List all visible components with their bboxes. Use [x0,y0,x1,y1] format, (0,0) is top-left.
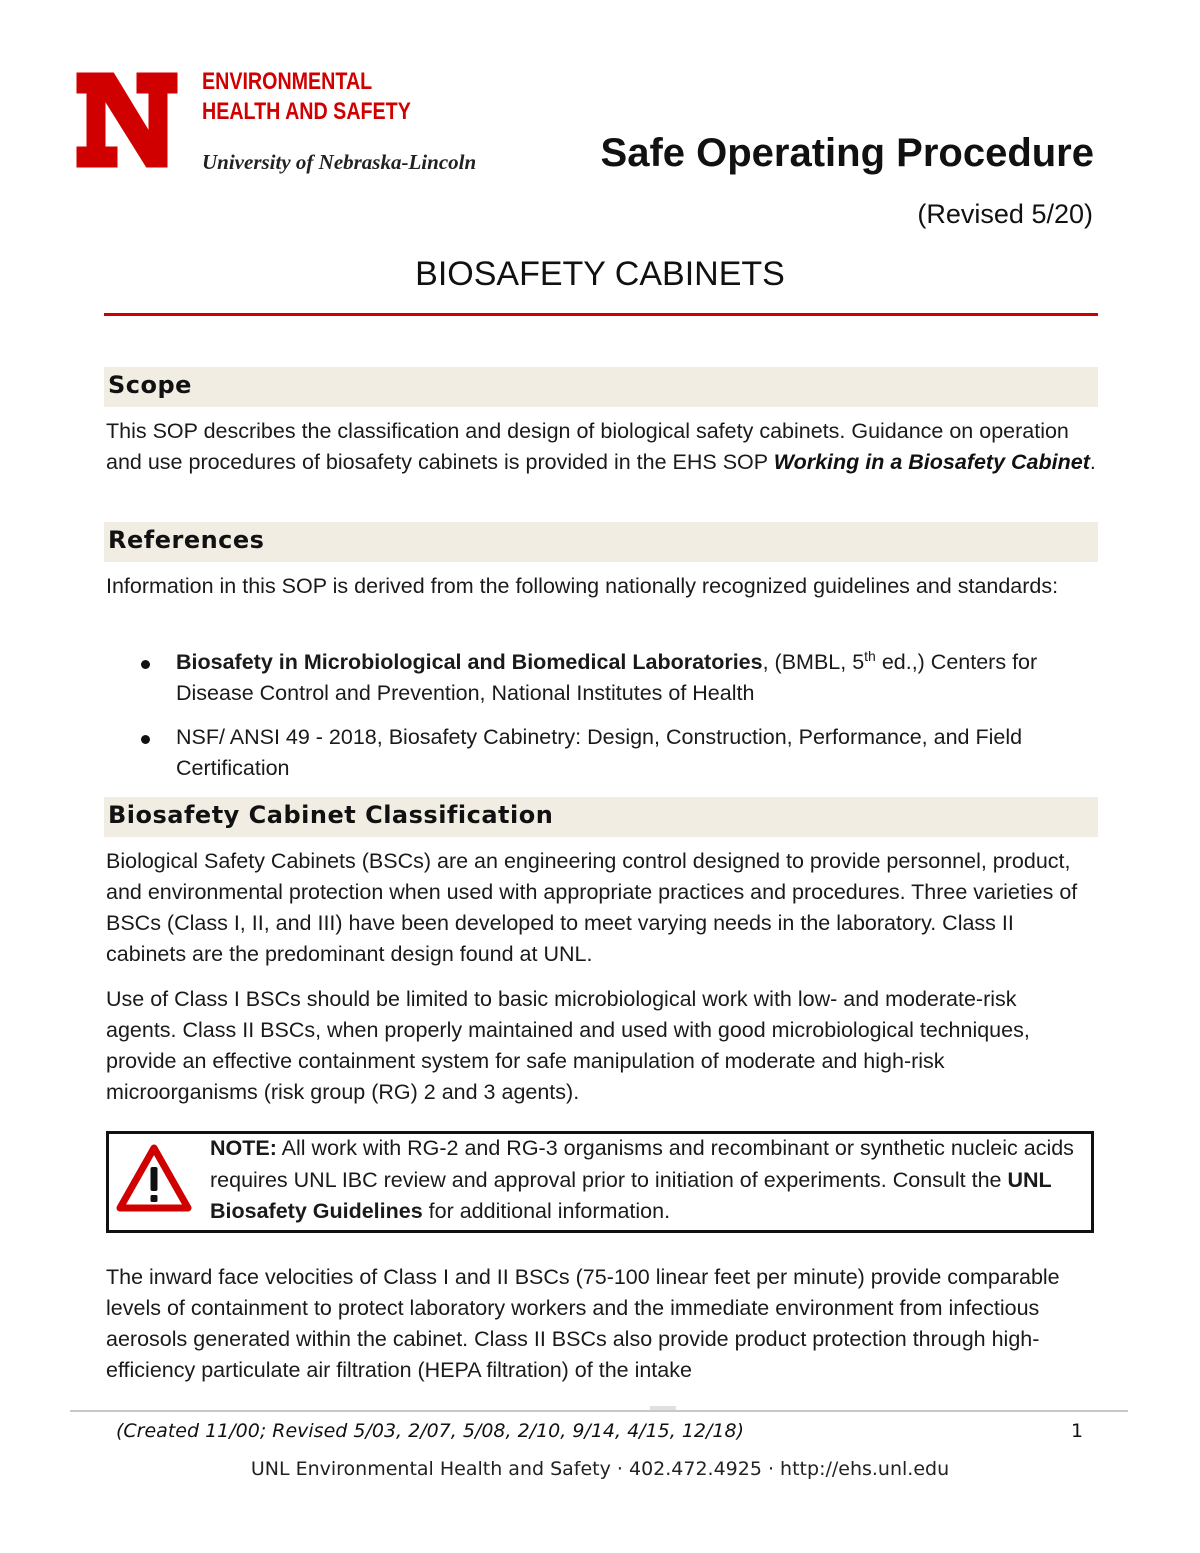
classification-paragraph-2: Use of Class I BSCs should be limited to basic microbiological work with low- and moderate-risk agents. Class II BSCs, when properly maintained and used with good microbiological techniques, provide an effective containment system for safe manipulation of moderate and high-risk microorganisms (risk group (RG) 2 and 3 agents). [106,987,1030,1104]
reference-item-nsf: NSF/ ANSI 49 - 2018, Biosafety Cabinetry: Design, Construction, Performance, and Field Certification [176,725,1023,780]
reference-item-bmbl: Biosafety in Microbiological and Biomedical Laboratories, (BMBL, 5th ed.,) Centers for Disease Control and Prevention, National Institutes of Health [176,647,1038,705]
page-break-marker [650,1406,676,1410]
section-bar-scope [104,367,1098,407]
note-label: NOTE: [210,1136,277,1160]
references-intro: Information in this SOP is derived from the following nationally recognized guidelines and standards: [106,574,1059,598]
logo-university: University of Nebraska-Lincoln [202,150,477,174]
unl-n-logo [74,70,180,170]
revised-date: (Revised 5/20) [917,199,1093,229]
section-heading-references: References [108,526,265,554]
section-heading-scope: Scope [108,371,192,399]
unl-biosafety-guidelines-link: UNL Biosafety Guidelines [210,1167,1052,1223]
title-divider [104,313,1098,316]
warning-icon [116,1143,192,1213]
bullet-icon [141,660,150,669]
document-type: Safe Operating Procedure [600,131,1094,175]
note-text: NOTE: All work with RG-2 and RG-3 organisms and recombinant or synthetic nucleic acids requires UNL IBC review and approval prior to initiation of experiments. Consult the UNL Biosafety Guidelines for additional information. [210,1136,1074,1223]
page-number: 1 [1071,1420,1084,1442]
bullet-icon [141,735,150,744]
classification-paragraph-1: Biological Safety Cabinets (BSCs) are an engineering control designed to provide personnel, product, and environmental protection when used with appropriate practices and procedures. Three varieties of BSCs (Class I, II, and III) have been developed to meet varying needs in the laboratory. Class II cabinets are the predominant design found at UNL. [106,849,1078,966]
logo-text-line1: ENVIRONMENTAL [202,68,373,95]
revision-history: (Created 11/00; Revised 5/03, 2/07, 5/08, 2/10, 9/14, 4/15, 12/18) [116,1420,745,1442]
classification-paragraph-3: The inward face velocities of Class I and II BSCs (75-100 linear feet per minute) provide comparable levels of containment to protect laboratory workers and the immediate environment from infectious aerosols generated within the cabinet. Class II BSCs also provide product protection through high-efficiency particulate air filtration (HEPA filtration) of the intake [106,1265,1060,1382]
logo-text-line2: HEALTH AND SAFETY [202,98,411,125]
footer-contact: UNL Environmental Health and Safety · 402.472.4925 · http://ehs.unl.edu [250,1458,950,1480]
section-heading-classification: Biosafety Cabinet Classification [108,801,554,829]
footer-divider [70,1410,1128,1412]
page-title: BIOSAFETY CABINETS [415,255,785,293]
sop-link-working-in-bsc: Working in a Biosafety Cabinet [773,450,1090,474]
scope-paragraph: This SOP describes the classification and design of biological safety cabinets. Guidance on operation and use procedures of biosafety cabinets is provided in the EHS SOP Working in a Biosafety Cabinet. [106,419,1096,474]
